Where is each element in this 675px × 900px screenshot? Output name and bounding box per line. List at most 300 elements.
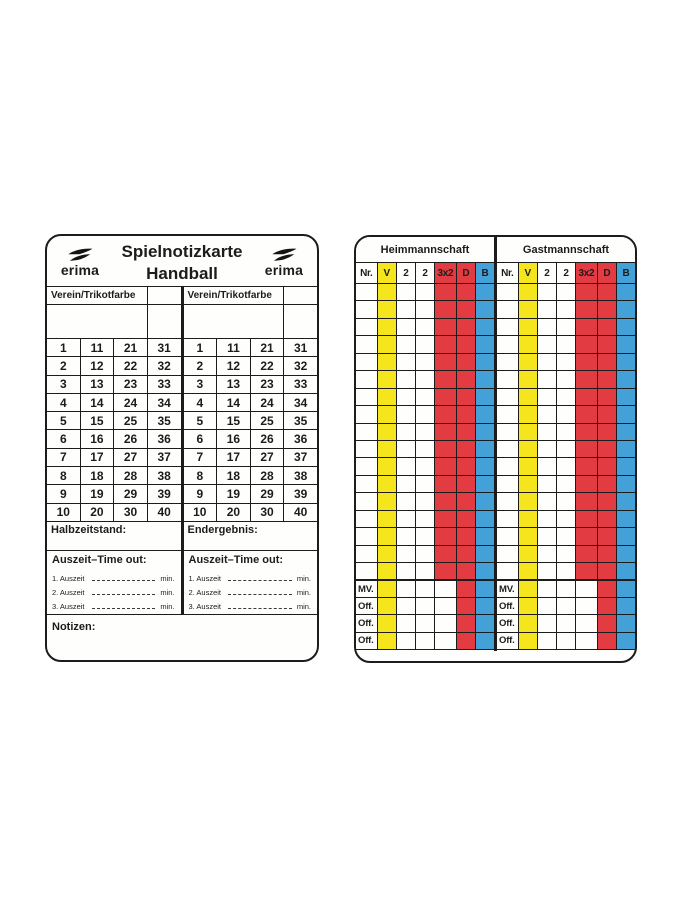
mark-cell[interactable] [557,528,575,544]
notizen-section[interactable] [47,614,317,660]
mark-cell[interactable] [476,458,494,474]
player-number-cell[interactable]: 33 [284,376,317,393]
mark-cell[interactable] [538,301,556,317]
mark-cell[interactable] [598,546,616,562]
player-number-cell[interactable]: 22 [114,357,147,374]
mark-cell[interactable] [497,546,518,562]
mark-cell[interactable] [519,546,537,562]
mark-cell[interactable] [598,563,616,579]
mark-cell[interactable] [435,598,456,614]
mark-cell[interactable] [435,389,456,405]
player-number-cell[interactable]: 27 [114,449,147,466]
player-number-cell[interactable]: 23 [114,376,147,393]
mark-cell[interactable] [397,546,415,562]
mark-cell[interactable] [435,354,456,370]
mark-cell[interactable] [557,493,575,509]
mark-cell[interactable] [497,284,518,300]
mark-cell[interactable] [416,458,434,474]
player-number-cell[interactable]: 34 [148,394,181,411]
player-number-cell[interactable]: 33 [148,376,181,393]
mark-cell[interactable] [598,528,616,544]
mark-cell[interactable] [435,336,456,352]
mark-cell[interactable] [557,371,575,387]
mark-cell[interactable] [476,424,494,440]
mark-cell[interactable] [519,580,537,596]
mark-cell[interactable] [557,284,575,300]
mark-cell[interactable] [476,633,494,649]
mark-cell[interactable] [538,511,556,527]
player-number-cell[interactable]: 6 [47,430,80,447]
player-number-cell[interactable]: 7 [47,449,80,466]
auszeit-fill-line[interactable] [228,580,292,581]
mark-cell[interactable] [457,336,475,352]
mark-cell[interactable] [416,546,434,562]
mark-cell[interactable] [497,301,518,317]
mark-cell[interactable] [538,406,556,422]
mark-cell[interactable] [476,493,494,509]
mark-cell[interactable] [435,493,456,509]
mark-cell[interactable] [476,441,494,457]
mark-cell[interactable] [378,406,396,422]
mark-cell[interactable] [497,528,518,544]
mark-cell[interactable] [617,319,635,335]
mark-cell[interactable] [519,319,537,335]
player-number-cell[interactable]: 16 [81,430,114,447]
mark-cell[interactable] [356,511,377,527]
player-number-cell[interactable]: 2 [184,357,217,374]
mark-cell[interactable] [356,528,377,544]
mark-cell[interactable] [617,354,635,370]
mark-cell[interactable] [598,424,616,440]
mark-cell[interactable] [457,354,475,370]
mark-cell[interactable] [435,546,456,562]
mark-cell[interactable] [598,633,616,649]
mark-cell[interactable] [557,476,575,492]
player-number-cell[interactable]: 6 [184,430,217,447]
mark-cell[interactable] [497,476,518,492]
mark-cell[interactable] [538,580,556,596]
mark-cell[interactable] [598,511,616,527]
mark-cell[interactable] [416,424,434,440]
mark-cell[interactable] [435,319,456,335]
mark-cell[interactable] [519,301,537,317]
mark-cell[interactable] [416,511,434,527]
mark-cell[interactable] [356,458,377,474]
mark-cell[interactable] [457,546,475,562]
mark-cell[interactable] [416,284,434,300]
mark-cell[interactable] [397,615,415,631]
mark-cell[interactable] [538,371,556,387]
mark-cell[interactable] [397,633,415,649]
mark-cell[interactable] [378,528,396,544]
mark-cell[interactable] [476,476,494,492]
mark-cell[interactable] [356,319,377,335]
auszeit-fill-line[interactable] [92,580,156,581]
mark-cell[interactable] [457,458,475,474]
player-number-cell[interactable]: 21 [114,339,147,356]
mark-cell[interactable] [519,563,537,579]
player-number-cell[interactable]: 11 [81,339,114,356]
mark-cell[interactable] [378,493,396,509]
mark-cell[interactable] [457,319,475,335]
mark-cell[interactable] [435,441,456,457]
mark-cell[interactable] [457,301,475,317]
mark-cell[interactable] [356,336,377,352]
player-number-cell[interactable]: 27 [251,449,284,466]
mark-cell[interactable] [598,406,616,422]
player-number-cell[interactable]: 1 [184,339,217,356]
mark-cell[interactable] [497,389,518,405]
mark-cell[interactable] [435,476,456,492]
mark-cell[interactable] [476,354,494,370]
mark-cell[interactable] [378,563,396,579]
mark-cell[interactable] [397,389,415,405]
mark-cell[interactable] [617,511,635,527]
mark-cell[interactable] [356,301,377,317]
mark-cell[interactable] [497,354,518,370]
mark-cell[interactable] [617,371,635,387]
mark-cell[interactable] [576,371,597,387]
mark-cell[interactable] [457,598,475,614]
mark-cell[interactable] [356,406,377,422]
mark-cell[interactable] [397,476,415,492]
player-number-cell[interactable]: 4 [184,394,217,411]
mark-cell[interactable] [538,615,556,631]
player-number-cell[interactable]: 15 [81,412,114,429]
player-number-cell[interactable]: 5 [47,412,80,429]
mark-cell[interactable] [598,354,616,370]
mark-cell[interactable] [617,546,635,562]
mark-cell[interactable] [519,406,537,422]
mark-cell[interactable] [397,301,415,317]
mark-cell[interactable] [356,441,377,457]
mark-cell[interactable] [576,476,597,492]
player-number-cell[interactable]: 29 [114,485,147,502]
mark-cell[interactable] [497,493,518,509]
player-number-cell[interactable]: 12 [81,357,114,374]
mark-cell[interactable] [435,424,456,440]
mark-cell[interactable] [598,493,616,509]
mark-cell[interactable] [617,336,635,352]
mark-cell[interactable] [416,615,434,631]
player-number-cell[interactable]: 20 [217,504,250,521]
mark-cell[interactable] [397,371,415,387]
mark-cell[interactable] [598,615,616,631]
mark-cell[interactable] [397,336,415,352]
player-number-cell[interactable]: 17 [81,449,114,466]
mark-cell[interactable] [435,284,456,300]
mark-cell[interactable] [457,441,475,457]
mark-cell[interactable] [476,511,494,527]
mark-cell[interactable] [457,511,475,527]
player-number-cell[interactable]: 35 [284,412,317,429]
mark-cell[interactable] [416,598,434,614]
mark-cell[interactable] [378,476,396,492]
mark-cell[interactable] [476,319,494,335]
mark-cell[interactable] [457,563,475,579]
mark-cell[interactable] [378,284,396,300]
player-number-cell[interactable]: 36 [284,430,317,447]
mark-cell[interactable] [416,633,434,649]
mark-cell[interactable] [457,580,475,596]
mark-cell[interactable] [397,354,415,370]
mark-cell[interactable] [617,284,635,300]
mark-cell[interactable] [378,354,396,370]
player-number-cell[interactable]: 30 [251,504,284,521]
mark-cell[interactable] [598,441,616,457]
endergebnis-field[interactable]: Endergebnis: [184,521,318,550]
mark-cell[interactable] [476,615,494,631]
player-number-cell[interactable]: 29 [251,485,284,502]
mark-cell[interactable] [435,563,456,579]
mark-cell[interactable] [378,458,396,474]
mark-cell[interactable] [416,528,434,544]
mark-cell[interactable] [538,319,556,335]
mark-cell[interactable] [598,476,616,492]
mark-cell[interactable] [598,284,616,300]
player-number-cell[interactable]: 30 [114,504,147,521]
mark-cell[interactable] [497,441,518,457]
player-number-cell[interactable]: 24 [114,394,147,411]
player-number-cell[interactable]: 40 [284,504,317,521]
auszeit-fill-line[interactable] [92,594,156,595]
player-number-cell[interactable]: 28 [114,467,147,484]
player-number-cell[interactable]: 2 [47,357,80,374]
player-number-cell[interactable]: 14 [217,394,250,411]
mark-cell[interactable] [497,458,518,474]
mark-cell[interactable] [497,406,518,422]
mark-cell[interactable] [497,319,518,335]
mark-cell[interactable] [476,371,494,387]
mark-cell[interactable] [576,301,597,317]
mark-cell[interactable] [519,493,537,509]
mark-cell[interactable] [497,511,518,527]
mark-cell[interactable] [617,424,635,440]
mark-cell[interactable] [476,301,494,317]
mark-cell[interactable] [557,424,575,440]
mark-cell[interactable] [576,563,597,579]
mark-cell[interactable] [557,546,575,562]
mark-cell[interactable] [378,511,396,527]
mark-cell[interactable] [557,406,575,422]
player-number-cell[interactable]: 10 [47,504,80,521]
verein-entry-area[interactable] [47,305,147,338]
player-number-cell[interactable]: 10 [184,504,217,521]
mark-cell[interactable] [538,528,556,544]
mark-cell[interactable] [519,389,537,405]
mark-cell[interactable] [378,546,396,562]
mark-cell[interactable] [497,336,518,352]
mark-cell[interactable] [476,336,494,352]
mark-cell[interactable] [576,511,597,527]
mark-cell[interactable] [557,458,575,474]
player-number-cell[interactable]: 19 [81,485,114,502]
mark-cell[interactable] [538,598,556,614]
mark-cell[interactable] [576,441,597,457]
mark-cell[interactable] [356,389,377,405]
player-number-cell[interactable]: 3 [47,376,80,393]
player-number-cell[interactable]: 8 [47,467,80,484]
mark-cell[interactable] [617,493,635,509]
player-number-cell[interactable]: 9 [47,485,80,502]
player-number-cell[interactable]: 13 [81,376,114,393]
mark-cell[interactable] [617,458,635,474]
mark-cell[interactable] [397,598,415,614]
mark-cell[interactable] [397,406,415,422]
mark-cell[interactable] [538,458,556,474]
mark-cell[interactable] [457,476,475,492]
mark-cell[interactable] [576,284,597,300]
mark-cell[interactable] [435,301,456,317]
player-number-cell[interactable]: 37 [284,449,317,466]
mark-cell[interactable] [617,476,635,492]
player-number-cell[interactable]: 38 [284,467,317,484]
mark-cell[interactable] [356,354,377,370]
mark-cell[interactable] [617,441,635,457]
player-number-cell[interactable]: 5 [184,412,217,429]
mark-cell[interactable] [476,284,494,300]
mark-cell[interactable] [538,476,556,492]
mark-cell[interactable] [519,284,537,300]
mark-cell[interactable] [519,336,537,352]
mark-cell[interactable] [457,284,475,300]
player-number-cell[interactable]: 8 [184,467,217,484]
mark-cell[interactable] [576,406,597,422]
mark-cell[interactable] [557,563,575,579]
mark-cell[interactable] [598,458,616,474]
mark-cell[interactable] [457,389,475,405]
mark-cell[interactable] [378,336,396,352]
mark-cell[interactable] [617,580,635,596]
mark-cell[interactable] [356,371,377,387]
mark-cell[interactable] [557,336,575,352]
mark-cell[interactable] [576,336,597,352]
mark-cell[interactable] [435,580,456,596]
mark-cell[interactable] [416,301,434,317]
player-number-cell[interactable]: 24 [251,394,284,411]
player-number-cell[interactable]: 14 [81,394,114,411]
mark-cell[interactable] [557,511,575,527]
player-number-cell[interactable]: 32 [284,357,317,374]
mark-cell[interactable] [356,563,377,579]
mark-cell[interactable] [617,528,635,544]
auszeit-fill-line[interactable] [92,608,156,609]
mark-cell[interactable] [576,528,597,544]
player-number-cell[interactable]: 26 [251,430,284,447]
player-number-cell[interactable]: 28 [251,467,284,484]
mark-cell[interactable] [476,546,494,562]
player-number-cell[interactable]: 15 [217,412,250,429]
player-number-cell[interactable]: 7 [184,449,217,466]
mark-cell[interactable] [378,633,396,649]
player-number-cell[interactable]: 31 [148,339,181,356]
mark-cell[interactable] [416,406,434,422]
mark-cell[interactable] [435,615,456,631]
mark-cell[interactable] [557,615,575,631]
mark-cell[interactable] [397,284,415,300]
mark-cell[interactable] [397,493,415,509]
player-number-cell[interactable]: 26 [114,430,147,447]
auszeit-fill-line[interactable] [228,594,292,595]
mark-cell[interactable] [397,580,415,596]
mark-cell[interactable] [416,336,434,352]
mark-cell[interactable] [538,563,556,579]
mark-cell[interactable] [538,389,556,405]
mark-cell[interactable] [519,441,537,457]
mark-cell[interactable] [576,580,597,596]
mark-cell[interactable] [576,354,597,370]
player-number-cell[interactable]: 31 [284,339,317,356]
player-number-cell[interactable]: 25 [114,412,147,429]
mark-cell[interactable] [519,511,537,527]
auszeit-fill-line[interactable] [228,608,292,609]
mark-cell[interactable] [538,284,556,300]
mark-cell[interactable] [356,424,377,440]
mark-cell[interactable] [457,424,475,440]
mark-cell[interactable] [416,476,434,492]
mark-cell[interactable] [397,563,415,579]
player-number-cell[interactable]: 4 [47,394,80,411]
mark-cell[interactable] [576,598,597,614]
player-number-cell[interactable]: 17 [217,449,250,466]
player-number-cell[interactable]: 13 [217,376,250,393]
mark-cell[interactable] [378,319,396,335]
mark-cell[interactable] [457,633,475,649]
mark-cell[interactable] [557,580,575,596]
mark-cell[interactable] [576,458,597,474]
mark-cell[interactable] [538,493,556,509]
mark-cell[interactable] [519,615,537,631]
mark-cell[interactable] [519,424,537,440]
player-number-cell[interactable]: 37 [148,449,181,466]
mark-cell[interactable] [476,406,494,422]
player-number-cell[interactable]: 20 [81,504,114,521]
mark-cell[interactable] [476,563,494,579]
mark-cell[interactable] [356,546,377,562]
mark-cell[interactable] [557,301,575,317]
mark-cell[interactable] [378,424,396,440]
mark-cell[interactable] [378,301,396,317]
mark-cell[interactable] [457,371,475,387]
mark-cell[interactable] [519,633,537,649]
mark-cell[interactable] [617,389,635,405]
mark-cell[interactable] [538,633,556,649]
mark-cell[interactable] [435,511,456,527]
mark-cell[interactable] [617,615,635,631]
player-number-cell[interactable]: 12 [217,357,250,374]
mark-cell[interactable] [476,598,494,614]
mark-cell[interactable] [378,441,396,457]
player-number-cell[interactable]: 11 [217,339,250,356]
mark-cell[interactable] [435,528,456,544]
player-number-cell[interactable]: 1 [47,339,80,356]
mark-cell[interactable] [598,371,616,387]
mark-cell[interactable] [519,354,537,370]
player-number-cell[interactable]: 36 [148,430,181,447]
mark-cell[interactable] [497,371,518,387]
mark-cell[interactable] [416,493,434,509]
mark-cell[interactable] [397,528,415,544]
mark-cell[interactable] [476,580,494,596]
mark-cell[interactable] [538,546,556,562]
mark-cell[interactable] [519,476,537,492]
player-number-cell[interactable]: 21 [251,339,284,356]
mark-cell[interactable] [576,633,597,649]
mark-cell[interactable] [538,336,556,352]
mark-cell[interactable] [617,301,635,317]
mark-cell[interactable] [435,406,456,422]
mark-cell[interactable] [476,389,494,405]
